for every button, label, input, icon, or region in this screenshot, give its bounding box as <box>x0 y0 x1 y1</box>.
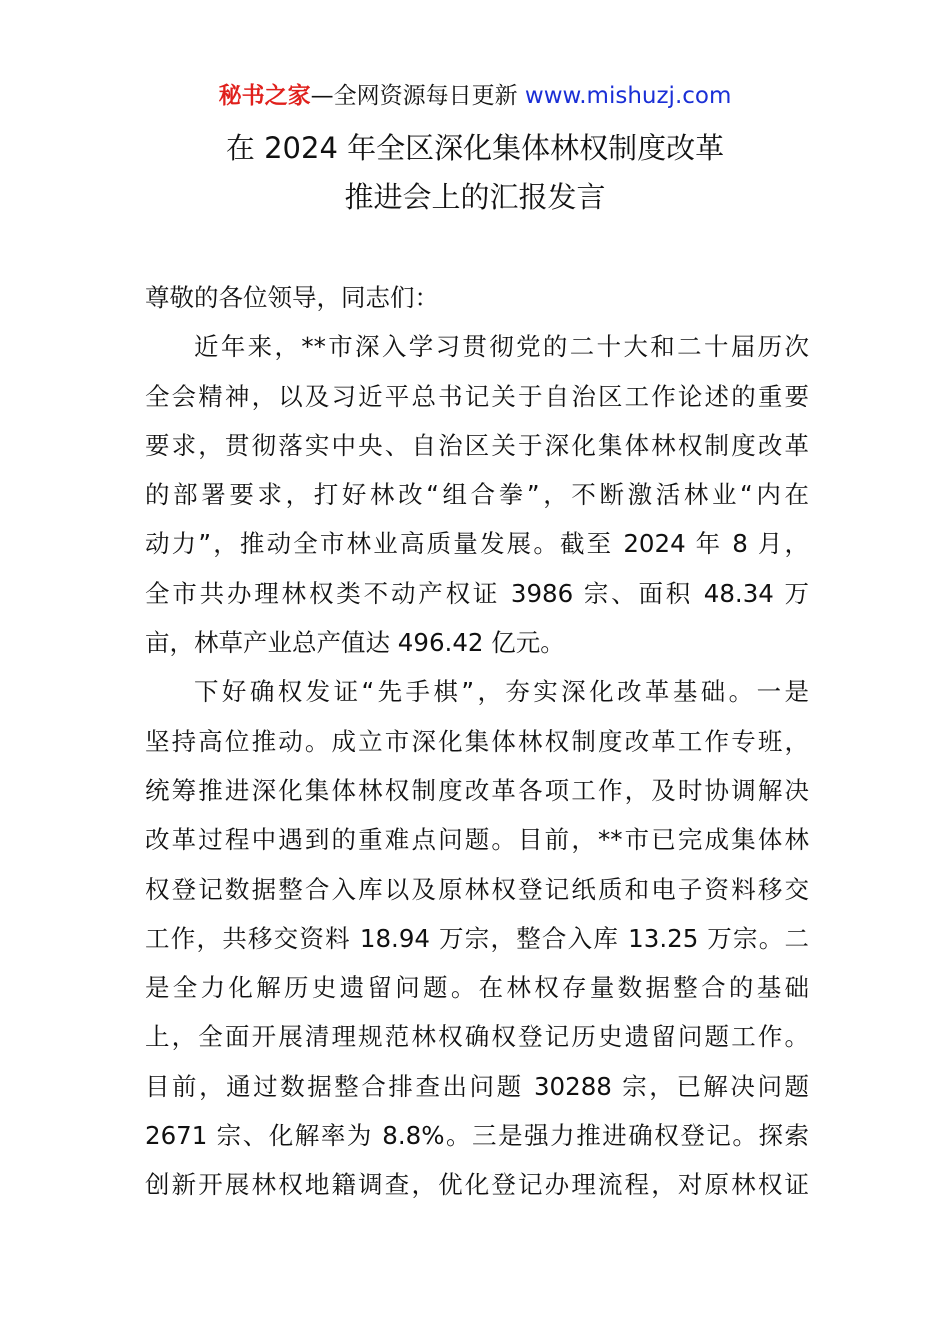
site-header <box>0 80 950 112</box>
paragraph-line: 工作，共移交资料 18.94 万宗，整合入库 13.25 万宗。二 <box>145 923 809 953</box>
paragraph-line: 的部署要求，打好林改“组合拳”，不断激活林业“内在 <box>145 480 809 510</box>
salutation: 尊敬的各位领导，同志们： <box>145 283 439 312</box>
paragraph-line: 亩，林草产业总产值达 496.42 亿元。 <box>145 628 565 658</box>
paragraph-line: 创新开展林权地籍调查，优化登记办理流程，对原林权证 <box>145 1170 809 1200</box>
paragraph-line: 全市共办理林权类不动产权证 3986 宗、面积 48.34 万 <box>145 578 809 608</box>
document-body <box>145 273 809 1210</box>
paragraph-2 <box>145 667 809 1209</box>
site-url-link[interactable]: www.mishuzj.com <box>524 83 732 109</box>
paragraph-line: 动力”，推动全市林业高质量发展。截至 2024 年 8 月， <box>145 529 809 559</box>
paragraph-line: 近年来，**市深入学习贯彻党的二十大和二十届历次 <box>194 332 809 362</box>
paragraph-1 <box>145 322 809 667</box>
paragraph-line: 2671 宗、化解率为 8.8%。三是强力推进确权登记。探索 <box>145 1121 809 1151</box>
paragraph-line: 改革过程中遇到的重难点问题。目前，**市已完成集体林 <box>145 825 809 855</box>
paragraph-line: 坚持高位推动。成立市深化集体林权制度改革工作专班， <box>145 726 809 756</box>
paragraph-line: 全会精神，以及习近平总书记关于自治区工作论述的重要 <box>145 381 809 411</box>
document-title-line-1: 在 2024 年全区深化集体林权制度改革 <box>225 131 725 165</box>
site-tagline: —全网资源每日更新 <box>310 83 518 109</box>
paragraph-line: 是全力化解历史遗留问题。在林权存量数据整合的基础 <box>145 973 809 1003</box>
site-brand: 秘书之家 <box>218 83 311 109</box>
document-title-line-2: 推进会上的汇报发言 <box>344 180 606 214</box>
paragraph-line: 要求，贯彻落实中央、自治区关于深化集体林权制度改革 <box>145 430 809 460</box>
paragraph-line: 下好确权发证“先手棋”，夯实深化改革基础。一是 <box>194 677 809 707</box>
paragraph-line: 权登记数据整合入库以及原林权登记纸质和电子资料移交 <box>145 874 809 904</box>
paragraph-line: 目前，通过数据整合排查出问题 30288 宗，已解决问题 <box>145 1071 809 1101</box>
paragraph-line: 统筹推进深化集体林权制度改革各项工作，及时协调解决 <box>145 775 809 805</box>
paragraph-line: 上，全面开展清理规范林权确权登记历史遗留问题工作。 <box>145 1022 809 1052</box>
